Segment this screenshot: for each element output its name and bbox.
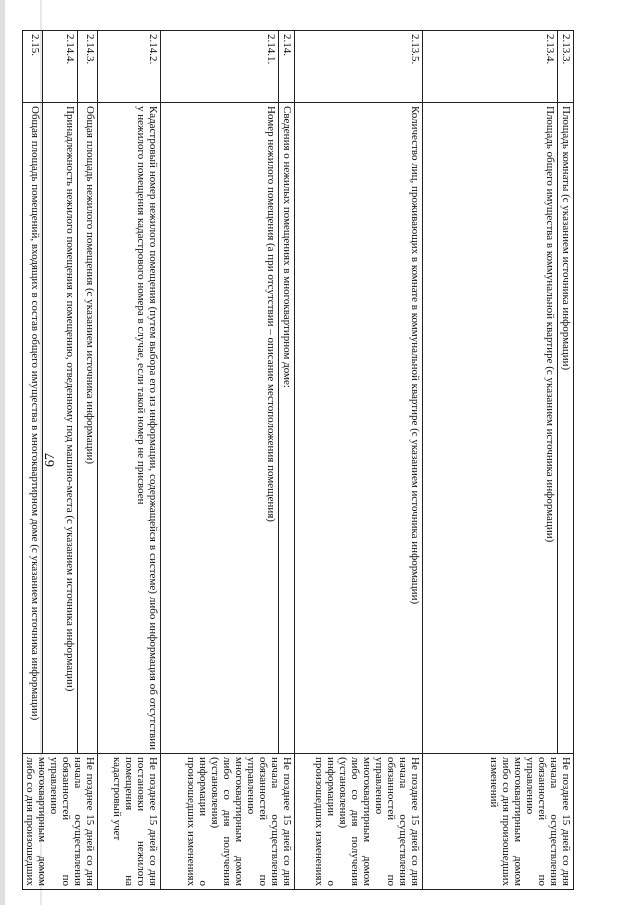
table-row xyxy=(98,31,161,890)
item-code: 2.14. xyxy=(279,31,295,103)
item-code: 2.14.2. xyxy=(98,31,161,103)
item-code: 2.13.4. xyxy=(423,31,558,103)
item-deadline: Не позднее 15 дней со дня начала осуществления обязанностей по управлению многоквартирным домом либо со дня произошедших изменений xyxy=(423,754,574,890)
item-deadline: Не позднее 15 дней со дня начала осуществления обязанностей по управлению многоквартирным домом либо со дня получения (установления) информации о произошедших изменениях xyxy=(295,754,423,890)
item-code: 2.15. xyxy=(23,31,43,103)
scan-edge-shadow xyxy=(0,0,5,905)
item-deadline: Не позднее 15 дней со дня постановки нежилого помещения на кадастровый учет xyxy=(98,754,161,890)
item-description: Сведения о нежилых помещениях в многоквартирном доме: xyxy=(279,103,295,754)
item-deadline: Не позднее 15 дней со дня начала осуществления обязанностей по управлению многоквартирным домом либо со дня получения (установления) информации о произошедших изменениях xyxy=(161,754,295,890)
item-description: Номер нежилого помещения (а при отсутствии – описание местоположения помещения) xyxy=(161,103,279,754)
table-row xyxy=(558,31,574,890)
item-description: Кадастровый номер нежилого помещения (путем выбора его из информации, содержащейся в системе) либо информация об отсутствии у нежилого помещения кадастрового номера в случае, если такой номер не присвоен xyxy=(98,103,161,754)
item-deadline: Не позднее 15 дней со дня начала осуществления обязанностей по управлению многоквартирным домом либо со дня произошедших xyxy=(23,754,98,890)
page-number: 67 xyxy=(43,453,58,467)
item-description: Количество лиц, проживающих в комнате в коммунальной квартире (с указанием источника информации) xyxy=(295,103,423,754)
item-code: 2.14.4. xyxy=(43,31,77,103)
item-code: 2.13.3. xyxy=(558,31,574,103)
item-code: 2.13.5. xyxy=(295,31,423,103)
requirements-table xyxy=(22,30,574,890)
item-code: 2.14.1. xyxy=(161,31,279,103)
item-description: Площадь комнаты (с указанием источника информации) xyxy=(558,103,574,754)
table-row xyxy=(295,31,423,890)
item-description: Общая площадь нежилого помещения (с указанием источника информации) xyxy=(77,103,97,754)
item-description: Площадь общего имущества в коммунальной квартире (с указанием источника информации) xyxy=(423,103,558,754)
table-row xyxy=(279,31,295,890)
item-code: 2.14.3. xyxy=(77,31,97,103)
item-description: Общая площадь помещений, входящих в состав общего имущества в многоквартирном доме (с указанием источника информации) xyxy=(23,103,43,754)
item-description: Принадлежность нежилого помещения к помещению, отведенному под машино-места (с указанием источника информации) xyxy=(43,103,77,754)
table-row xyxy=(77,31,97,890)
